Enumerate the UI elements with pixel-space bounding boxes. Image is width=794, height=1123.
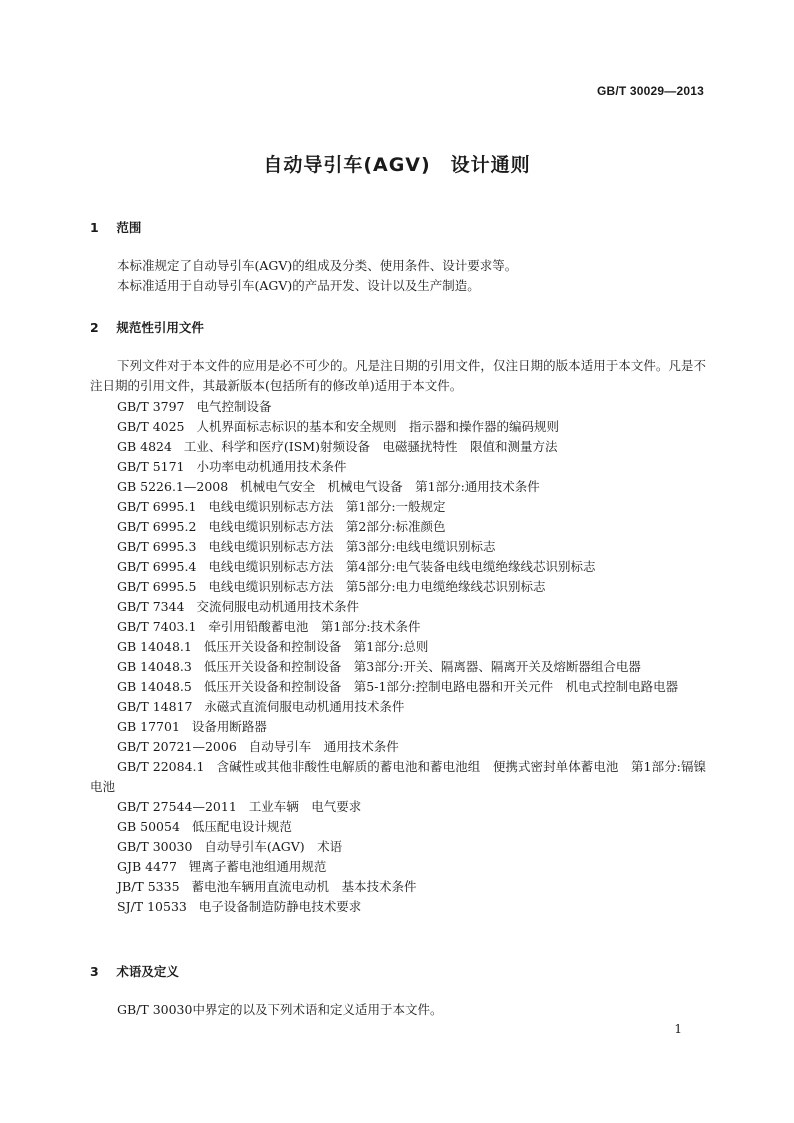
section-1-heading [90, 218, 141, 236]
document-title: 自动导引车(AGV) 设计通则 [263, 154, 531, 176]
terms-paragraph: GB/T 30030中界定的以及下列术语和定义适用于本文件。 [117, 1002, 443, 1017]
page-number: 1 [674, 1022, 682, 1036]
reference-list [90, 397, 706, 917]
reference-item: GB/T 6995.4 电线电缆识别标志方法 第4部分:电气装备电线电缆绝缘线芯识别标志 [117, 559, 596, 574]
reference-item: GB/T 14817 永磁式直流伺服电动机通用技术条件 [117, 699, 405, 714]
reference-item: GB/T 4025 人机界面标志标识的基本和安全规则 指示器和操作器的编码规则 [117, 419, 559, 434]
reference-item: GB 14048.1 低压开关设备和控制设备 第1部分:总则 [117, 639, 429, 654]
scope-paragraph-1: 本标准规定了自动导引车(AGV)的组成及分类、使用条件、设计要求等。 [117, 258, 518, 273]
reference-item: GB/T 6995.1 电线电缆识别标志方法 第1部分:一般规定 [117, 499, 446, 514]
reference-item: GJB 4477 锂离子蓄电池组通用规范 [117, 859, 327, 874]
section-3-heading [90, 962, 179, 980]
reference-item: GB/T 30030 自动导引车(AGV) 术语 [117, 839, 343, 854]
reference-item: GB/T 5171 小功率电动机通用技术条件 [117, 459, 347, 474]
reference-item: GB 14048.5 低压开关设备和控制设备 第5-1部分:控制电路电器和开关元件 机电式控制电路电器 [117, 679, 679, 694]
reference-item: GB/T 3797 电气控制设备 [117, 399, 272, 414]
normative-refs-intro: 下列文件对于本文件的应用是必不可少的。凡是注日期的引用文件，仅注日期的版本适用于本文件。凡是不注日期的引用文件，其最新版本(包括所有的修改单)适用于本文件。 [90, 358, 706, 393]
reference-item: GB 5226.1—2008 机械电气安全 机械电气设备 第1部分:通用技术条件 [117, 479, 540, 494]
reference-item: GB/T 6995.5 电线电缆识别标志方法 第5部分:电力电缆绝缘线芯识别标志 [117, 579, 546, 594]
section-2-heading [90, 318, 204, 336]
reference-item: GB/T 7344 交流伺服电动机通用技术条件 [117, 599, 359, 614]
section-title: 术语及定义 [116, 964, 179, 979]
scope-paragraph-2: 本标准适用于自动导引车(AGV)的产品开发、设计以及生产制造。 [117, 278, 480, 293]
standard-number: GB/T 30029—2013 [596, 84, 704, 98]
reference-item: JB/T 5335 蓄电池车辆用直流电动机 基本技术条件 [117, 879, 417, 894]
reference-item: GB 50054 低压配电设计规范 [117, 819, 292, 834]
section-number: 2 [90, 320, 99, 335]
reference-item: GB/T 22084.1 含碱性或其他非酸性电解质的蓄电池和蓄电池组 便携式密封单体蓄电池 第1部分:镉镍电池 [90, 759, 707, 794]
reference-item: GB/T 7403.1 牵引用铅酸蓄电池 第1部分:技术条件 [117, 619, 421, 634]
reference-item: GB/T 20721—2006 自动导引车 通用技术条件 [117, 739, 399, 754]
reference-item: GB 4824 工业、科学和医疗(ISM)射频设备 电磁骚扰特性 限值和测量方法 [117, 439, 558, 454]
reference-item: GB 14048.3 低压开关设备和控制设备 第3部分:开关、隔离器、隔离开关及熔断器组合电器 [117, 659, 641, 674]
section-number: 3 [90, 964, 99, 979]
section-title: 规范性引用文件 [116, 320, 204, 335]
reference-item: GB 17701 设备用断路器 [117, 719, 267, 734]
section-number: 1 [90, 220, 99, 235]
reference-item: GB/T 6995.3 电线电缆识别标志方法 第3部分:电线电缆识别标志 [117, 539, 496, 554]
reference-item: GB/T 27544—2011 工业车辆 电气要求 [117, 799, 362, 814]
reference-item: GB/T 6995.2 电线电缆识别标志方法 第2部分:标准颜色 [117, 519, 446, 534]
reference-item: SJ/T 10533 电子设备制造防静电技术要求 [117, 899, 362, 914]
section-title: 范围 [116, 220, 142, 235]
